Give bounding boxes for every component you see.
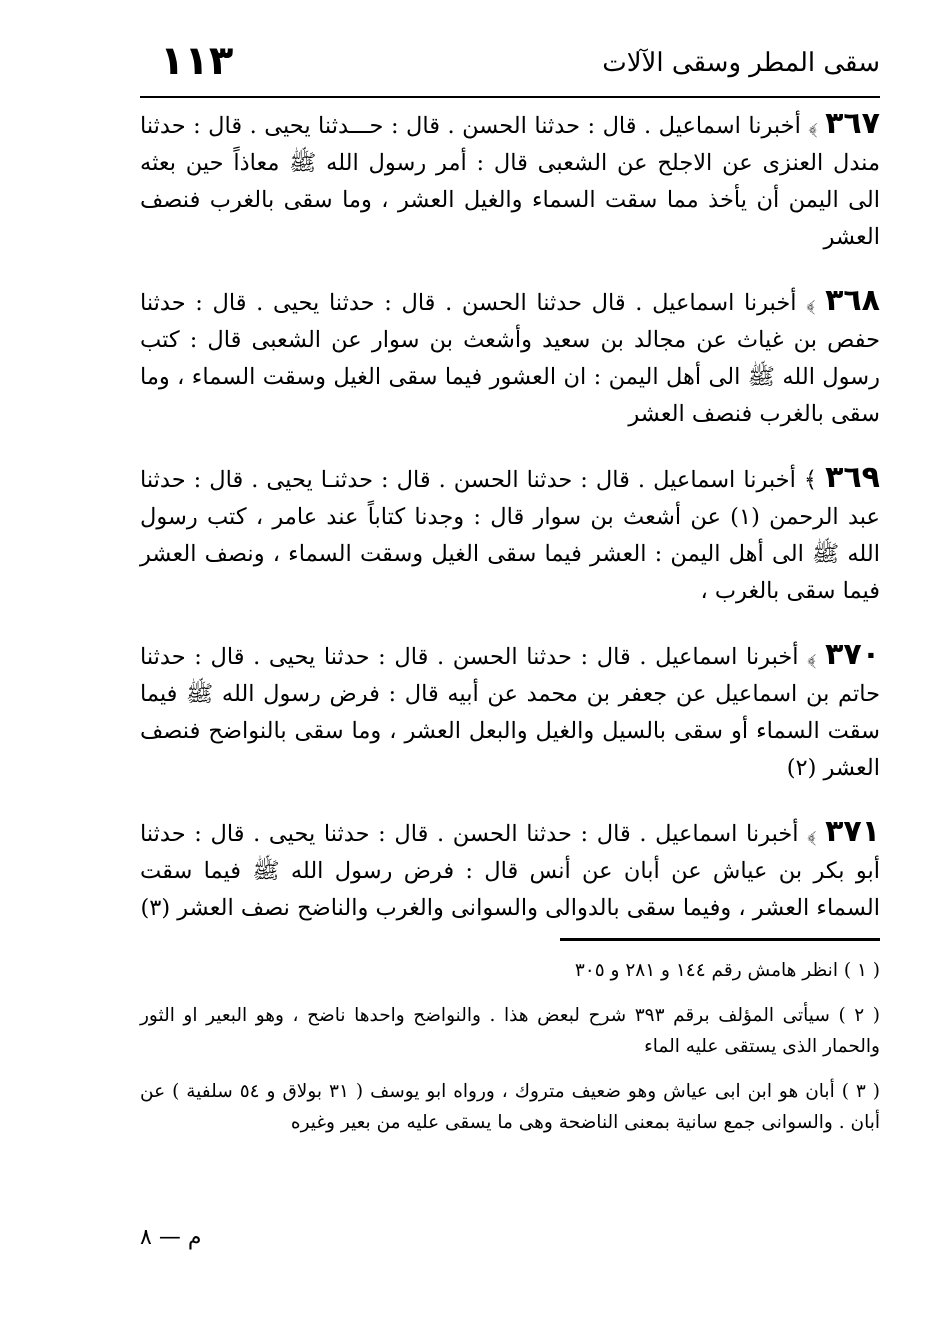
hadith-paragraph <box>140 636 880 787</box>
hadith-number: ٣٧٠ <box>825 637 881 672</box>
footnote: ( ٣ ) أبان هو ابن ابى عياش وهو ضعيف متروك ، ورواه ابو يوسف ( ٣١ بولاق و ٥٤ سلفية ) عن أبان . والسوانى جمع سانية بمعنى الناضحة وهى ما يسقى عليه من بعير وغيره <box>140 1081 880 1133</box>
page-header <box>140 38 880 98</box>
hadith-text: ﴾ أخبرنا اسماعيل . قال : حدثنا الحسن . قال : حدثنـا يحيى . قال : حدثنا عبد الرحمن (١) عن أشعث بن سوار قال : وجدنا كتاباً عند عامر ، كتب رسول الله ﷺ الى أهل اليمن : العشر فيما سقى الغيل وسقت السماء ، ونصف العشر فيما سقى بالغرب ، <box>140 467 880 604</box>
main-text <box>140 105 880 953</box>
footnote: ( ٢ ) سيأتى المؤلف برقم ٣٩٣ شرح لبعض هذا . والنواضح واحدها ناضح ، وهو البعير او الثور والحمار الذى يستقى عليه الماء <box>140 1005 880 1057</box>
hadith-paragraph <box>140 459 880 610</box>
page-number: ١١٣ <box>160 38 234 84</box>
hadith-text: ﴾ أخبرنا اسماعيل . قال حدثنا الحسن . قال : حدثنا يحيى . قال : حدثنا حفص بن غياث عن مجالد بن سعيد وأشعث بن سوار عن الشعبى قال : كتب رسول الله ﷺ الى أهل اليمن : ان العشور فيما سقى الغيل وسقت السماء ، وما سقى بالغرب فنصف العشر <box>140 290 880 427</box>
running-title: سقى المطر وسقى الآلات <box>602 48 880 78</box>
hadith-paragraph <box>140 813 880 927</box>
hadith-text: ﴾ أخبرنا اسماعيل . قال : حدثنا الحسن . قال : حـــدثنا يحيى . قال : حدثنا مندل العنزى عن الاجلح عن الشعبى قال : أمر رسول الله ﷺ معاذاً حين بعثه الى اليمن أن يأخذ مما سقت السماء والغيل العشر ، وما سقى بالغرب فنصف العشر <box>140 113 880 250</box>
footnote-separator <box>560 938 880 941</box>
footnotes <box>140 955 880 1152</box>
hadith-number: ٣٧١ <box>825 814 881 849</box>
hadith-text: ﴾ أخبرنا اسماعيل . قال : حدثنا الحسن . قال : حدثنا يحيى . قال : حدثنا أبو بكر بن عياش عن أبان عن أنس قال : فرض رسول الله ﷺ فيما سقت السماء العشر ، وفيما سقى بالدوالى والسوانى والغرب والناضح نصف العشر (٣) <box>140 821 880 921</box>
hadith-text: ﴾ أخبرنا اسماعيل . قال : حدثنا الحسن . قال : حدثنا يحيى . قال : حدثنا حاتم بن اسماعيل عن جعفر بن محمد عن أبيه قال : فرض رسول الله ﷺ فيما سقت السماء أو سقى بالسيل والغيل والبعل العشر ، وما سقى بالنواضح فنصف العشر (٢) <box>140 644 880 781</box>
signature-mark: م — ٨ <box>140 1225 202 1250</box>
hadith-paragraph <box>140 105 880 256</box>
hadith-paragraph <box>140 282 880 433</box>
hadith-number: ٣٦٧ <box>825 106 880 141</box>
header-rule <box>140 96 880 98</box>
hadith-number: ٣٦٩ <box>825 460 880 495</box>
hadith-number: ٣٦٨ <box>825 283 880 318</box>
footnote: ( ١ ) انظر هامش رقم ١٤٤ و ٢٨١ و ٣٠٥ <box>574 960 880 981</box>
